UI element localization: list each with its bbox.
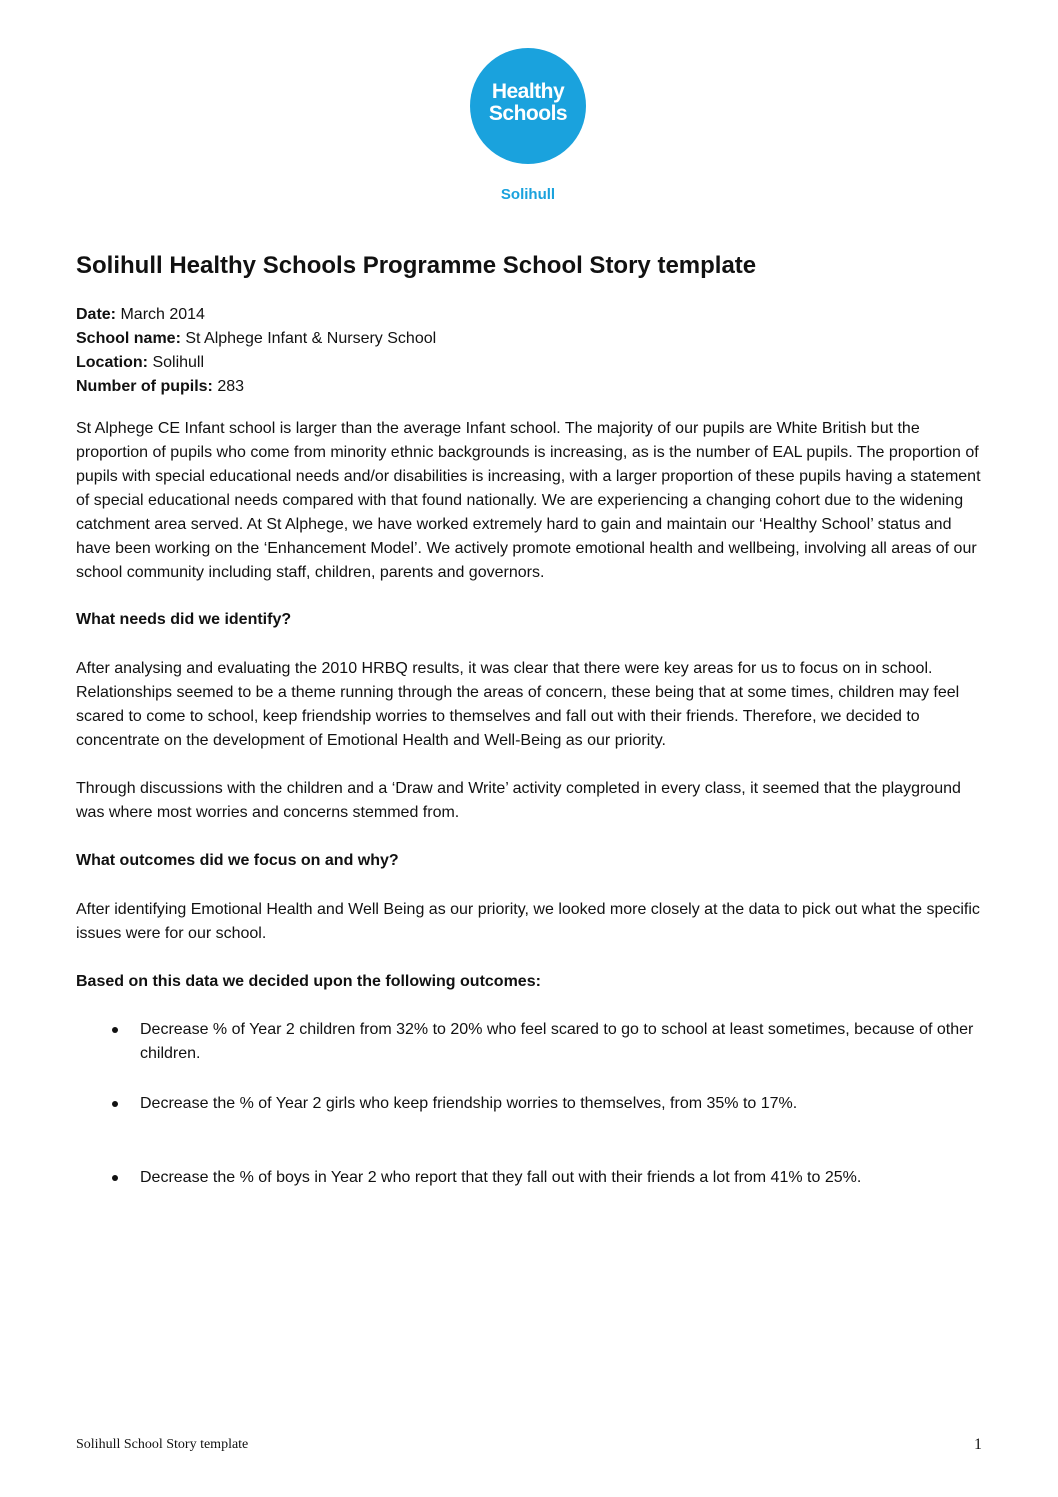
list-item-text: Decrease % of Year 2 children from 32% to 20% who feel scared to go to school at least sometimes, because of other children. xyxy=(140,1021,974,1062)
needs-paragraph-1: After analysing and evaluating the 2010 HRBQ results, it was clear that there were key areas for us to focus on in school. Relationships seemed to be a theme running through the areas of concern, these being that at some times, children may feel scared to come to school, keep friendship worries to themselves and fall out with their friends. Therefore, we decided to concentrate on the development of Emotional Health and Well-Being as our priority. xyxy=(76,660,960,749)
footer-page-number: 1 xyxy=(974,1436,982,1453)
list-item xyxy=(76,1092,986,1116)
healthy-schools-logo xyxy=(470,48,586,164)
list-item xyxy=(76,1166,986,1190)
logo-subtitle: Solihull xyxy=(500,186,556,203)
detail-label: Date: xyxy=(76,306,117,323)
needs-paragraph-2: Through discussions with the children and a ‘Draw and Write’ activity completed in every class, it seemed that the playground was where most worries and concerns stemmed from. xyxy=(76,780,961,821)
detail-location xyxy=(76,351,986,375)
needs-heading: What needs did we identify? xyxy=(76,611,292,628)
list-item-text: Decrease the % of boys in Year 2 who report that they fall out with their friends a lot from 41% to 25%. xyxy=(140,1169,862,1186)
list-item xyxy=(76,1018,986,1066)
list-item-text: Decrease the % of Year 2 girls who keep friendship worries to themselves, from 35% to 17%. xyxy=(140,1095,798,1112)
detail-value: March 2014 xyxy=(116,306,205,323)
detail-number-of-pupils xyxy=(76,375,986,399)
detail-value: St Alphege Infant & Nursery School xyxy=(180,330,437,347)
detail-school-name xyxy=(76,327,986,351)
detail-value: 283 xyxy=(212,378,245,395)
outcomes-paragraph: After identifying Emotional Health and Well Being as our priority, we looked more closely at the data to pick out what the specific issues were for our school. xyxy=(76,901,980,942)
outcomes-list xyxy=(76,1018,986,1190)
detail-value: Solihull xyxy=(148,354,205,371)
based-on-data-heading: Based on this data we decided upon the following outcomes: xyxy=(76,973,541,990)
bullet-icon xyxy=(112,1027,118,1033)
detail-date xyxy=(76,303,986,327)
intro-paragraph: St Alphege CE Infant school is larger than the average Infant school. The majority of our pupils are White British but the proportion of pupils who come from minority ethnic backgrounds is increasing, as is the number of EAL pupils. The proportion of pupils with special educational needs and/or disabilities is increasing, with a larger proportion of these pupils having a statement of special educational needs compared with that found nationally. We are experiencing a changing cohort due to the widening catchment area served. At St Alphege, we have worked extremely hard to gain and maintain our ‘Healthy School’ status and have been working on the ‘Enhancement Model’. We actively promote emotional health and wellbeing, involving all areas of our school community including staff, children, parents and governors. xyxy=(76,420,981,581)
detail-label: Number of pupils: xyxy=(76,378,213,395)
outcomes-heading: What outcomes did we focus on and why? xyxy=(76,852,399,869)
document-body xyxy=(76,251,986,1190)
logo-text-line1: Healthy xyxy=(491,80,565,103)
logo-text-line2: Schools xyxy=(488,102,568,125)
school-details xyxy=(76,303,986,399)
bullet-icon xyxy=(112,1101,118,1107)
document-title: Solihull Healthy Schools Programme School Story template xyxy=(76,252,757,279)
footer-document-name: Solihull School Story template xyxy=(76,1437,249,1452)
detail-label: School name: xyxy=(76,330,181,347)
detail-label: Location: xyxy=(76,354,148,371)
bullet-icon xyxy=(112,1175,118,1181)
